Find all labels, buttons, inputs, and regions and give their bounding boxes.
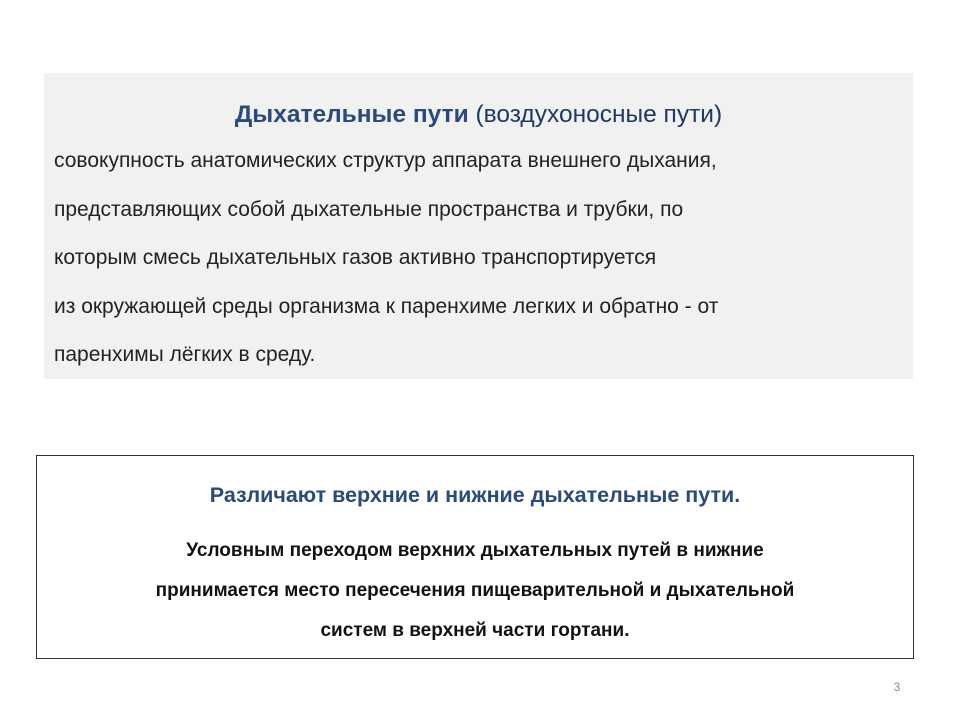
definition-term: Дыхательные пути: [234, 101, 469, 128]
info-line: принимается место пересечения пищеварительной и дыхательной: [155, 580, 795, 601]
definition-text: [54, 137, 903, 380]
definition-line: совокупность анатомических структур аппарата внешнего дыхания,: [54, 149, 717, 172]
info-heading: Различают верхние и нижние дыхательные пути.: [209, 483, 741, 507]
info-line: Условным переходом верхних дыхательных путей в нижние: [186, 540, 764, 561]
definition-title: [54, 99, 903, 131]
definition-line: которым смесь дыхательных газов активно транспортируется: [54, 246, 657, 269]
definition-term-alt: (воздухоносные пути): [475, 101, 723, 128]
info-text: [37, 531, 913, 651]
definition-line: представляющих собой дыхательные пространства и трубки, по: [54, 197, 684, 221]
info-box: [36, 455, 914, 659]
definition-line: из окружающей среды организма к паренхиме легких и обратно - от: [54, 294, 719, 318]
definition-box: [44, 73, 913, 379]
info-line: систем в верхней части гортани.: [320, 620, 630, 641]
slide-number: 3: [893, 680, 901, 694]
definition-line: паренхимы лёгких в среду.: [54, 343, 316, 366]
